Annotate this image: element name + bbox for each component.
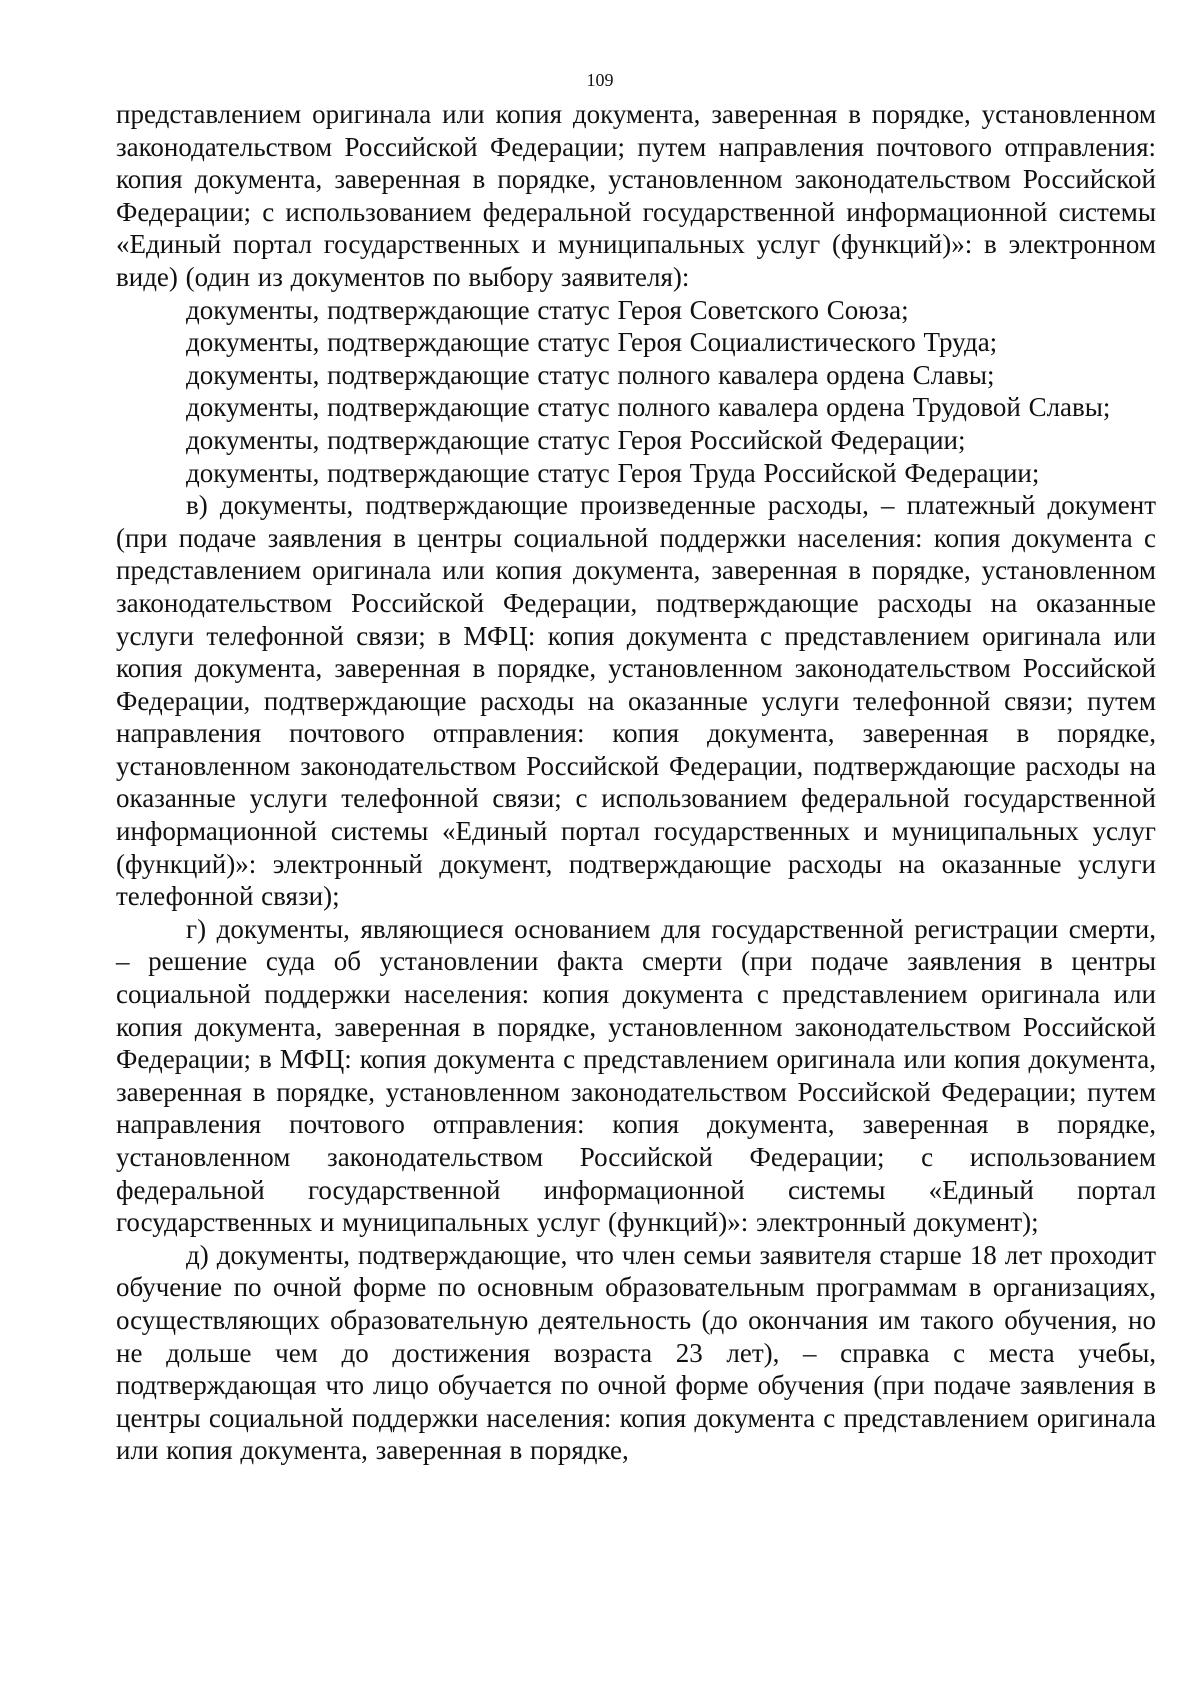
list-item-order-of-labor-glory: документы, подтверждающие статус полного кавалера ордена Трудовой Славы;	[186, 392, 1111, 423]
paragraph-continuation: представлением оригинала или копия документа, заверенная в порядке, установленном законодательством Российской Федерации; путем направления почтового отправления: копия документа, заверенная в порядке, установленном законодательством Российской Федерации; с использованием федеральной государственной информационной системы «Единый портал государственных и муниципальных услуг (функций)»: в электронном виде) (один из документов по выбору заявителя):	[116, 99, 1156, 292]
list-item-hero-of-labor: документы, подтверждающие статус Героя Труда Российской Федерации;	[186, 457, 1040, 488]
list-item-hero-soviet-union: документы, подтверждающие статус Героя Советского Союза;	[186, 294, 909, 325]
paragraph-v-expenses: в) документы, подтверждающие произведенные расходы, – платежный документ (при подаче заявления в центры социальной поддержки населения: копия документа с представлением оригинала или копия документа, заверенная в порядке, установленном законодательством Российской Федерации, подтверждающие расходы на оказанные услуги телефонной связи; в МФЦ: копия документа с представлением оригинала или копия документа, заверенная в порядке, установленном законодательством Российской Федерации, подтверждающие расходы на оказанные услуги телефонной связи; путем направления почтового отправления: копия документа, заверенная в порядке, установленном законодательством Российской Федерации, подтверждающие расходы на оказанные услуги телефонной связи; с использованием федеральной государственной информационной системы «Единый портал государственных и муниципальных услуг (функций)»: электронный документ, подтверждающие расходы на оказанные услуги телефонной связи);	[116, 490, 1156, 912]
list-item-order-of-glory: документы, подтверждающие статус полного кавалера ордена Славы;	[186, 359, 995, 390]
list-item-hero-socialist-labor: документы, подтверждающие статус Героя Социалистического Труда;	[186, 327, 998, 358]
paragraph-d-education: д) документы, подтверждающие, что член семьи заявителя старше 18 лет проходит обучение по очной форме по основным образовательным программам в организациях, осуществляющих образовательную деятельность (до окончания им такого обучения, но не дольше чем до достижения возраста 23 лет), – справка с места учебы, подтверждающая что лицо обучается по очной форме обучения (при подаче заявления в центры социальной поддержки населения: копия документа с представлением оригинала или копия документа, заверенная в порядке,	[116, 1239, 1156, 1466]
document-body	[116, 98, 1156, 1467]
paragraph-g-death-registration: г) документы, являющиеся основанием для государственной регистрации смерти, – решение суда об установлении факта смерти (при подаче заявления в центры социальной поддержки населения: копия документа с представлением оригинала или копия документа, заверенная в порядке, установленном законодательством Российской Федерации; в МФЦ: копия документа с представлением оригинала или копия документа, заверенная в порядке, установленном законодательством Российской Федерации; путем направления почтового отправления: копия документа, заверенная в порядке, установленном законодательством Российской Федерации; с использованием федеральной государственной информационной системы «Единый портал государственных и муниципальных услуг (функций)»: электронный документ);	[116, 913, 1156, 1238]
list-item-hero-russian-federation: документы, подтверждающие статус Героя Российской Федерации;	[186, 424, 966, 455]
page-number: 109	[586, 70, 614, 90]
